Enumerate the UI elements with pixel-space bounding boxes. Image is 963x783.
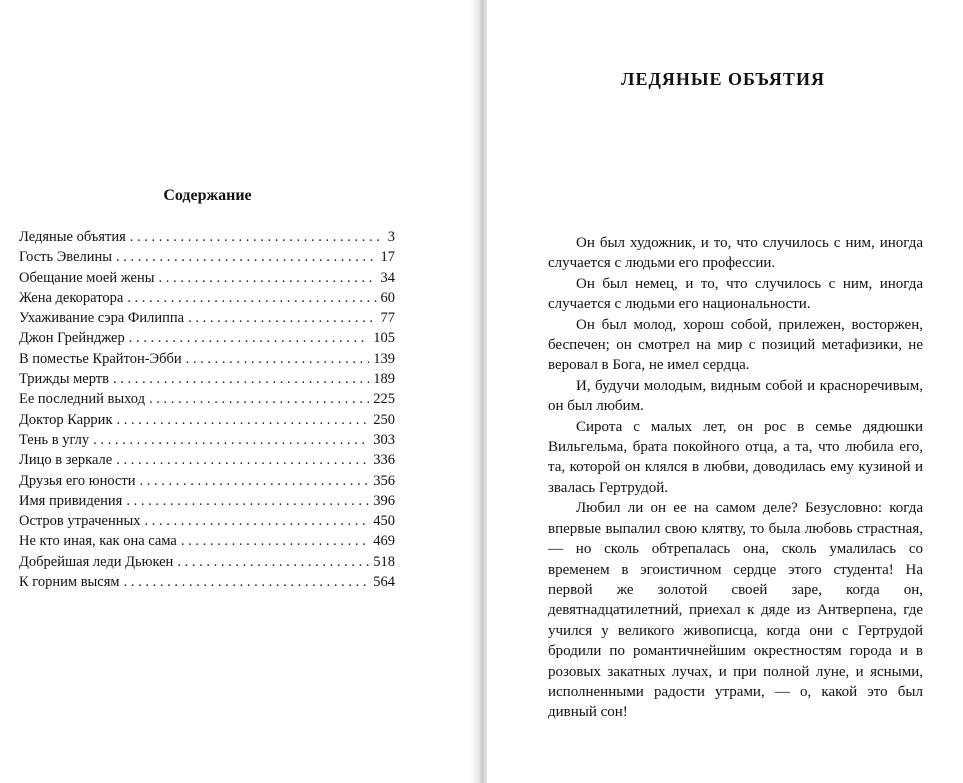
dot-leader — [129, 330, 370, 347]
toc-entry — [19, 513, 395, 533]
paragraph: Сирота с малых лет, он рос в семье дядюшки Вильгельма, брата покойного отца, а та, что любила его, та, которой он клялся в любви, доводилась ему кузиной и звалась Гертрудой. — [548, 418, 923, 496]
paragraph: Он был художник, и то, что случилось с ним, иногда случается с людьми его профессии. — [548, 235, 923, 272]
dot-leader — [116, 249, 377, 266]
chapter-title — [487, 69, 963, 90]
toc-entry-title: Лицо в зеркале — [19, 452, 113, 469]
toc-entry-page: 356 — [373, 472, 395, 489]
toc-entry-page: 3 — [387, 229, 395, 245]
toc-entry-page: 105 — [373, 330, 395, 347]
toc-entry — [19, 554, 395, 574]
toc-entry — [19, 391, 395, 411]
chapter-body — [548, 233, 923, 723]
dot-leader — [93, 432, 369, 449]
dot-leader — [126, 493, 369, 510]
toc-entry-title: Тень в углу — [19, 431, 90, 448]
toc-entry-page: 396 — [373, 492, 395, 509]
toc-entry-page: 250 — [373, 411, 395, 428]
toc-entry-title: Гость Эвелины — [19, 249, 112, 266]
dot-leader — [149, 391, 369, 408]
toc-entry-title: Не кто иная, как она сама — [19, 533, 177, 550]
toc-entry-title: Добрейшая леди Дьюкен — [19, 553, 174, 570]
dot-leader — [116, 452, 369, 469]
toc-entry — [19, 229, 395, 249]
paragraph: И, будучи молодым, видным собой и красноречивым, он был любим. — [548, 377, 923, 415]
toc-entry — [19, 432, 395, 452]
paragraph: Он был молод, хорош собой, прилежен, восторжен, беспечен; он смотрел на мир с позиций метафизики, не веровал в Бога, не имел сердца. — [548, 316, 923, 374]
toc-entry-page: 189 — [373, 371, 395, 388]
dot-leader — [117, 412, 370, 429]
dot-leader — [127, 290, 376, 307]
toc-entry — [19, 574, 395, 594]
toc-entry — [19, 330, 395, 350]
dot-leader — [124, 574, 370, 591]
dot-leader — [186, 351, 370, 368]
toc-entry-title: Доктор Каррик — [19, 411, 113, 428]
toc-entry-page: 303 — [373, 431, 395, 448]
toc-entry-page: 77 — [380, 310, 395, 327]
toc-entry — [19, 533, 395, 553]
toc-entry-page: 450 — [373, 513, 395, 530]
toc-entry — [19, 493, 395, 513]
toc-entry — [19, 371, 395, 391]
toc-entry-page: 225 — [373, 391, 395, 408]
paragraph: Он был немец, и то, что случилось с ним, иногда случается с людьми его национальности. — [548, 275, 923, 313]
dot-leader — [113, 371, 369, 388]
toc-entry-title: Ее последний выход — [19, 391, 145, 408]
toc-entry-title: Трижды мертв — [19, 371, 109, 388]
toc-entry-title: В поместье Крайтон-Эбби — [19, 350, 182, 367]
toc-entry — [19, 310, 395, 330]
dot-leader — [177, 554, 369, 571]
toc-entry-title: Ледяные объятия — [19, 229, 126, 245]
toc-entry — [19, 351, 395, 371]
toc-entry-title: Обещание моей жены — [19, 269, 155, 286]
table-of-contents — [19, 229, 395, 594]
left-page — [0, 0, 480, 783]
paragraph: Любил ли он ее на самом деле? Безусловно: когда впервые выпалил свою клятву, то была любовь страстная, — но сколь обтрепалась она, сколь умалилась со временем в эгоистичном сердце этого студента! На первой же золотой своей заре, когда он, девятнадцатилетний, приехал к дяде из Антверпена, где учился у великого живописца, когда они с Гертрудой бродили по романтичнейшим окрестностям города и в розовых закатных лучах, и при полной луне, и ясными, исполненными радости утрами, — о, какой это был дивный сон! — [548, 500, 923, 721]
chapter-title-text: ЛЕДЯНЫЕ ОБЪЯТИЯ — [621, 69, 825, 89]
toc-entry — [19, 290, 395, 310]
dot-leader — [145, 513, 370, 530]
toc-entry-title: Остров утраченных — [19, 513, 141, 530]
toc-entry-title: Джон Грейнджер — [19, 330, 125, 347]
toc-entry — [19, 452, 395, 472]
toc-entry — [19, 473, 395, 493]
dot-leader — [158, 270, 376, 287]
toc-entry-page: 564 — [373, 574, 395, 591]
dot-leader — [130, 229, 384, 246]
dot-leader — [139, 473, 369, 490]
toc-entry-title: К горним высям — [19, 574, 120, 591]
dot-leader — [181, 533, 369, 550]
toc-entry-title: Ухаживание сэра Филиппа — [19, 310, 185, 327]
toc-entry-page: 34 — [380, 269, 395, 286]
toc-entry-title: Друзья его юности — [19, 472, 136, 489]
toc-entry — [19, 270, 395, 290]
toc-entry — [19, 249, 395, 269]
toc-entry-title: Имя привидения — [19, 492, 123, 509]
toc-entry-page: 17 — [380, 249, 395, 266]
toc-entry-page: 469 — [373, 533, 395, 550]
toc-entry-title: Жена декоратора — [19, 289, 124, 306]
toc-entry — [19, 412, 395, 432]
toc-entry-page: 518 — [373, 553, 395, 570]
toc-entry-page: 336 — [373, 452, 395, 469]
dot-leader — [188, 310, 376, 327]
toc-entry-page: 139 — [373, 350, 395, 367]
toc-title: Содержание — [163, 187, 252, 204]
toc-entry-page: 60 — [380, 289, 395, 306]
right-page — [487, 0, 963, 783]
